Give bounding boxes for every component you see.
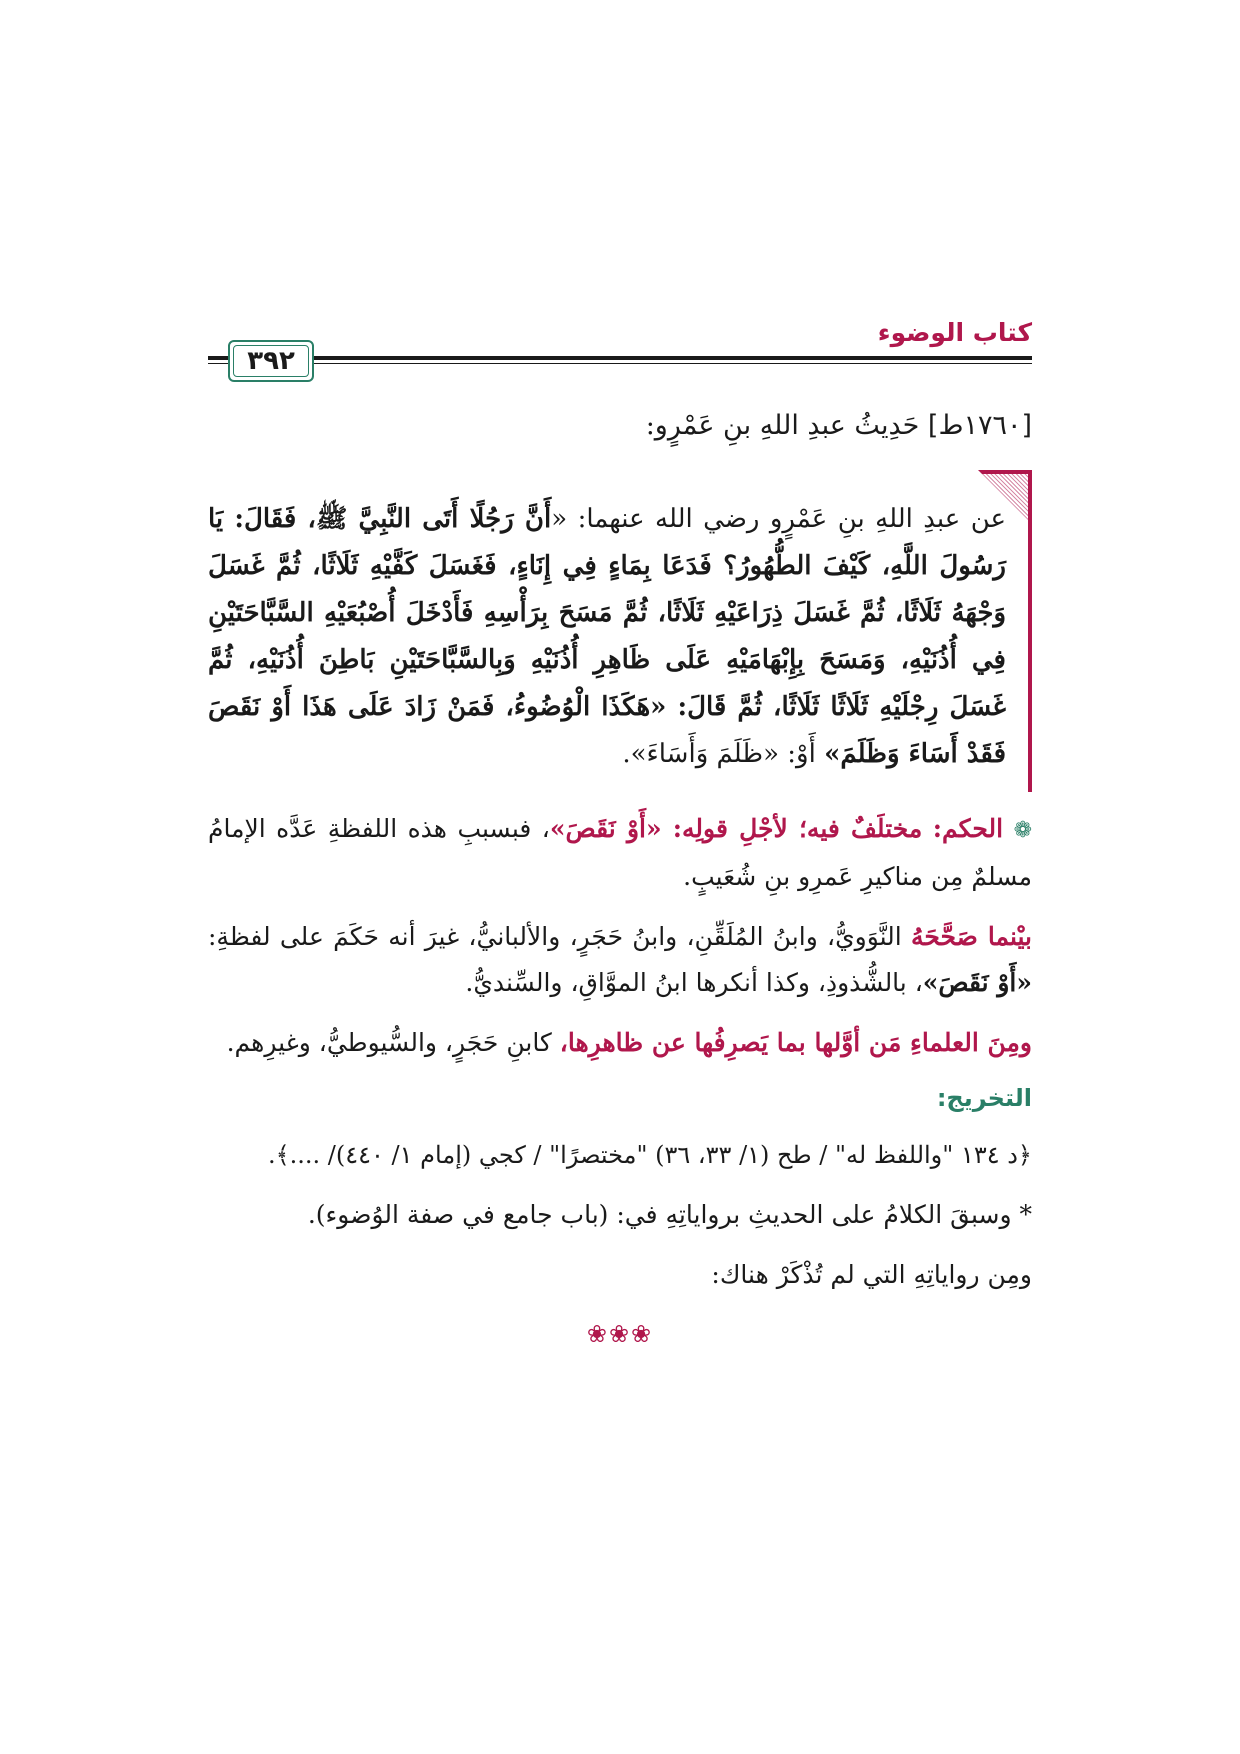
correction-lead: بيْنما صَحَّحَهُ bbox=[910, 922, 1032, 951]
page-number-frame bbox=[228, 340, 314, 382]
interpretation-lead: ومِنَ العلماءِ مَن أوَّلها بما يَصرِفُها عن ظاهرِها، bbox=[559, 1028, 1032, 1057]
hadith-matn: أَنَّ رَجُلًا أَتَى النَّبِيَّ ﷺ، فَقَالَ: يَا رَسُولَ اللَّهِ، كَيْفَ الطُّهُورُ؟ فَدَعَا بِمَاءٍ فِي إِنَاءٍ، فَغَسَلَ كَفَّيْهِ ثَلَاثًا، ثُمَّ غَسَلَ وَجْهَهُ ثَلَاثًا، ثُمَّ غَسَلَ ذِرَاعَيْهِ ثَلَاثًا، ثُمَّ مَسَحَ بِرَأْسِهِ فَأَدْخَلَ أُصْبُعَيْهِ السَّبَّاحَتَيْنِ فِي أُذُنَيْهِ، وَمَسَحَ بِإِبْهَامَيْهِ عَلَى ظَاهِرِ أُذُنَيْهِ وَبِالسَّبَّاحَتَيْنِ بَاطِنَ أُذُنَيْهِ، ثُمَّ غَسَلَ رِجْلَيْهِ ثَلَاثًا ثَلَاثًا، ثُمَّ قَالَ: «هَكَذَا الْوُضُوءُ، فَمَنْ زَادَ عَلَى هَذَا أَوْ نَقَصَ فَقَدْ أَسَاءَ وَظَلَمَ» bbox=[208, 504, 1006, 769]
hadith-box bbox=[208, 474, 1032, 792]
correction-text-2: ، بالشُّذوذِ، وكذا أنكرها ابنُ الموَّاقِ، والسِّنديُّ. bbox=[465, 968, 923, 997]
ruling-label: الحكم: bbox=[932, 814, 1004, 843]
ruling-paragraph bbox=[208, 806, 1032, 900]
hadith-intro: عن عبدِ اللهِ بنِ عَمْرٍو رضي الله عنهما: « bbox=[551, 504, 1006, 534]
hadith-tail: أَوْ: «ظَلَمَ وَأَسَاءَ». bbox=[622, 739, 825, 769]
interpretation-paragraph bbox=[208, 1020, 1032, 1066]
header-divider bbox=[208, 356, 1032, 360]
ruling-verdict: مختلَفٌ فيه؛ لأجْلِ قولِه: «أَوْ نَقَصَ» bbox=[549, 814, 923, 843]
correction-paragraph bbox=[208, 914, 1032, 1006]
unmentioned-paragraph: ومِن رواياتِهِ التي لم تُذْكَرْ هناك: bbox=[711, 1260, 1032, 1289]
interpretation-text: كابنِ حَجَرٍ، والسُّيوطيُّ، وغيرِهم. bbox=[226, 1028, 560, 1057]
end-ornament-icon: ❀❀❀ bbox=[586, 1320, 654, 1348]
page-number: ٣٩٢ bbox=[247, 346, 295, 376]
takhrij-line: ﴿د ١٣٤ "واللفظ له" / طح (١/ ٣٣، ٣٦) "مختصرًا" / كجي (إمام ١/ ٤٤٠)/ ....﴾. bbox=[267, 1141, 1032, 1169]
takhrij-title: التخريج: bbox=[936, 1084, 1032, 1112]
book-page bbox=[208, 300, 1032, 1348]
header-divider-thin bbox=[208, 363, 1032, 364]
book-title: كتاب الوضوء bbox=[877, 318, 1032, 347]
page-header bbox=[208, 300, 1032, 376]
flower-icon: ❁ bbox=[1013, 818, 1033, 843]
hadith-title: حَدِيثُ عبدِ اللهِ بنِ عَمْرٍو: bbox=[645, 410, 920, 441]
correction-quote: «أَوْ نَقَصَ» bbox=[922, 968, 1032, 997]
correction-text-1: النَّوَويُّ، وابنُ المُلَقِّنِ، وابنُ حَجَرٍ، والألبانيُّ، غيرَ أنه حَكَمَ على لفظةِ: bbox=[208, 922, 911, 951]
hadith-number: [١٧٦٠ط] bbox=[927, 410, 1032, 441]
note-paragraph: * وسبقَ الكلامُ على الحديثِ برواياتِهِ في: (باب جامع في صفة الوُضوء). bbox=[307, 1200, 1032, 1229]
hadith-heading bbox=[208, 406, 1032, 446]
hadith-text bbox=[208, 496, 1006, 778]
ruling-rest: ، فبسببِ هذه اللفظةِ عَدَّه الإمامُ مسلمٌ مِن مناكيرِ عَمرِو بنِ شُعَيبٍ. bbox=[208, 814, 1032, 891]
